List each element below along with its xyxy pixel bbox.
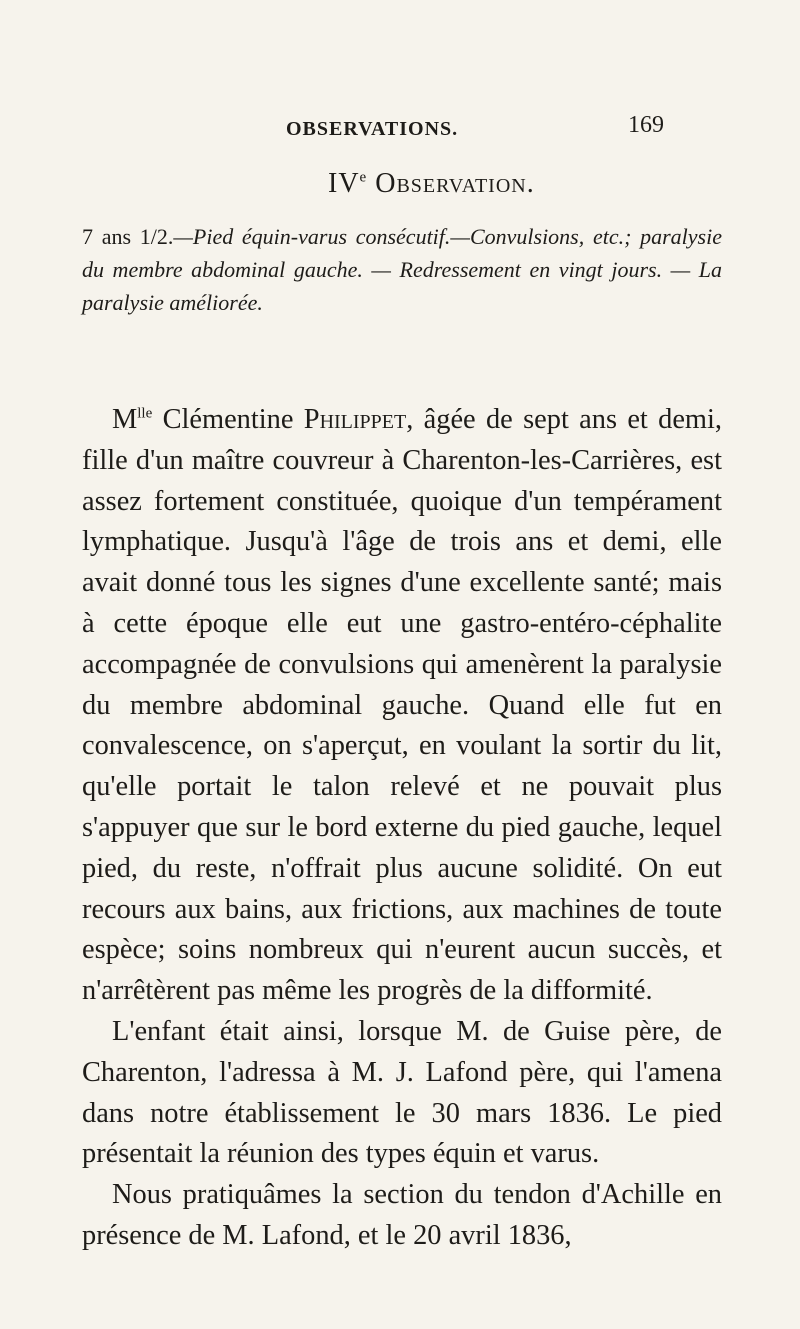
paragraph-1-text: , âgée de sept ans et demi, fille d'un maître couvreur à Charenton-les-Carrières, est assez fortement constituée, quoique d'un tempérament lymphatique. Jusqu'à l'âge de trois ans et demi, elle avait donné tous les signes d'une excellente santé; mais à cette époque elle eut une gastro-entéro-céphalite accompagnée de convulsions qui amenèrent la paralysie du membre abdominal gauche. Quand elle fut en convalescence, on s'aperçut, en voulant la sortir du lit, qu'elle portait le talon relevé et ne pouvait plus s'appuyer que sur le bord externe du pied gauche, lequel pied, du reste, n'offrait plus aucune solidité. On eut recours aux bains, aux frictions, aux machines de toute espèce; soins nombreux qui n'eurent aucun succès, et n'arrêtèrent pas même les progrès de la difformité.	[82, 404, 722, 1007]
patient-title-suffix: lle	[137, 405, 153, 422]
section-numeral-suffix: e	[359, 169, 368, 186]
summary-text: —Pied équin-varus consécutif.—Convulsions, etc.; paralysie du membre abdominal gauche. — Redressement en vingt jours. — La paralysie améliorée.	[82, 224, 722, 315]
body-text	[82, 400, 722, 1257]
section-title-text: Observation.	[375, 168, 535, 199]
patient-last-name: Philippet	[303, 404, 407, 435]
patient-first-name: Clémentine	[152, 404, 304, 435]
page-number: 169	[628, 112, 664, 138]
paragraph-2: L'enfant était ainsi, lorsque M. de Guise père, de Charenton, l'adressa à M. J. Lafond père, qui l'amena dans notre établissement le 30 mars 1836. Le pied présentait la réunion des types équin et varus.	[82, 1015, 722, 1170]
summary-paragraph	[82, 220, 722, 319]
patient-title: M	[112, 404, 138, 435]
summary-age: 7 ans 1/2.	[82, 224, 174, 249]
paragraph-3: Nous pratiquâmes la section du tendon d'Achille en présence de M. Lafond, et le 20 avril 1836,	[82, 1179, 722, 1251]
case-summary	[82, 220, 722, 319]
paragraph-1	[82, 400, 722, 1012]
section-title	[328, 168, 535, 200]
section-numeral: IV	[328, 168, 360, 199]
running-title: OBSERVATIONS.	[286, 118, 459, 140]
running-header	[0, 112, 800, 148]
